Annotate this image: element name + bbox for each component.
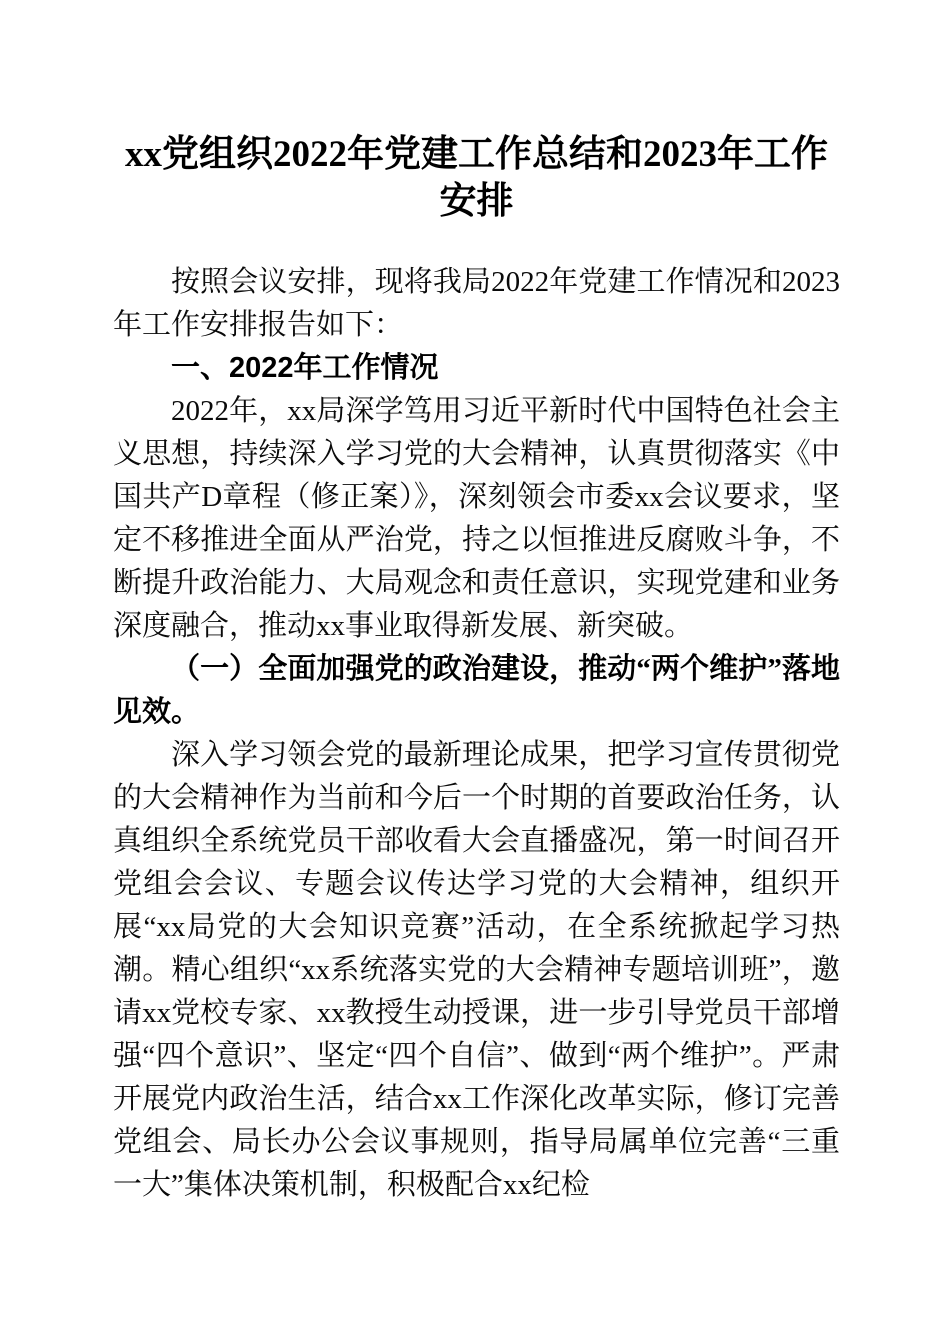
subsection-1-1-paragraph: 深入学习领会党的最新理论成果，把学习宣传贯彻党的大会精神作为当前和今后一个时期的首要政治任务，认真组织全系统党员干部收看大会直播盛况，第一时间召开党组会会议、专题会议传达学习党的大会精神，组织开展“xx局党的大会知识竞赛”活动，在全系统掀起学习热潮。精心组织“xx系统落实党的大会精神专题培训班”，邀请xx党校专家、xx教授生动授课，进一步引导党员干部增强“四个意识”、坚定“四个自信”、做到“两个维护”。严肃开展党内政治生活，结合xx工作深化改革实际，修订完善党组会、局长办公会议事规则，指导局属单位完善“三重一大”集体决策机制，积极配合xx纪检 — [113, 739, 840, 1201]
intro-paragraph: 按照会议安排，现将我局2022年党建工作情况和2023年工作安排报告如下： — [113, 266, 840, 341]
subsection-heading-1-1: （一）全面加强党的政治建设，推动“两个维护”落地见效。 — [113, 653, 840, 728]
section-heading-1: 一、2022年工作情况 — [171, 352, 439, 384]
document-body — [113, 0, 840, 1207]
page-title: xx党组织2022年党建工作总结和2023年工作安排 — [125, 134, 828, 222]
document-content — [113, 261, 840, 1207]
section-1-overview-paragraph: 2022年，xx局深学笃用习近平新时代中国特色社会主义思想，持续深入学习党的大会精神，认真贯彻落实《中国共产D章程（修正案）》，深刻领会市委xx会议要求，坚定不移推进全面从严治党，持之以恒推进反腐败斗争，不断提升政治能力、大局观念和责任意识，实现党建和业务深度融合，推动xx事业取得新发展、新突破。 — [113, 395, 840, 642]
